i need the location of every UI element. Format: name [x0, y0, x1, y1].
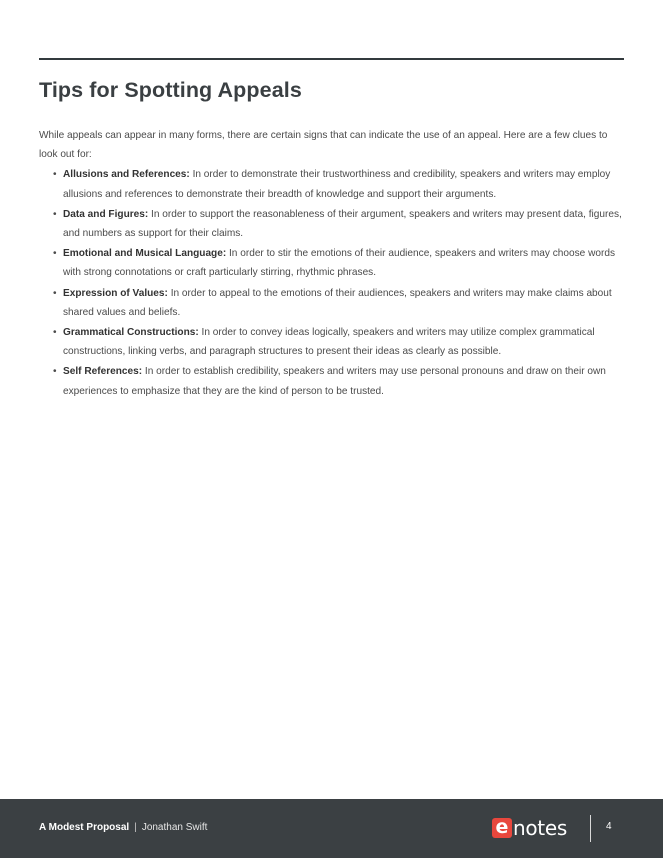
tip-text: In order to demonstrate their trustworthiness and credibility, speakers and writers may employ allusions and references to demonstrate their breadth of knowledge and support their arguments.	[63, 169, 611, 200]
footer-divider	[590, 815, 591, 842]
bullet-icon: •	[53, 169, 57, 181]
page-title: Tips for Spotting Appeals	[39, 78, 302, 102]
top-divider	[39, 58, 624, 60]
tip-text: In order to establish credibility, speakers and writers may use personal pronouns and draw on their own experiences to emphasize that they are the kind of person to be trusted.	[63, 366, 606, 397]
tip-text: In order to support the reasonableness of their argument, speakers and writers may present data, figures, and numbers as support for their claims.	[63, 208, 622, 240]
tips-list	[39, 165, 625, 400]
tip-data-figures	[39, 205, 625, 243]
tip-term: Self References:	[63, 366, 143, 378]
tip-self-references	[39, 362, 625, 400]
enotes-logo-e-icon: e	[492, 818, 512, 838]
bullet-icon: •	[53, 287, 57, 299]
enotes-logo-text: notes	[513, 816, 567, 840]
bullet-icon: •	[53, 208, 57, 220]
tip-term: Allusions and References:	[63, 169, 190, 181]
footer-title	[39, 822, 207, 833]
page-number: 4	[606, 821, 612, 832]
tip-text: In order to appeal to the emotions of their audiences, speakers and writers may make claims about shared values and beliefs.	[63, 287, 612, 318]
bullet-icon: •	[53, 366, 57, 378]
footer-separator: |	[134, 822, 137, 833]
tip-term: Data and Figures:	[63, 208, 149, 220]
tip-term: Expression of Values:	[63, 287, 168, 299]
tip-allusions-references	[39, 165, 625, 203]
footer-author: Jonathan Swift	[141, 822, 208, 833]
tip-expression-of-values	[39, 284, 625, 322]
tip-term: Grammatical Constructions:	[63, 327, 199, 339]
tip-text: In order to convey ideas logically, speakers and writers may utilize complex grammatical constructions, linking verbs, and paragraph structures to present their ideas as clearly as possible.	[63, 327, 595, 358]
tip-grammatical-constructions	[39, 323, 625, 361]
tip-term: Emotional and Musical Language:	[63, 248, 227, 260]
page-footer	[0, 799, 663, 858]
intro-paragraph: While appeals can appear in many forms, there are certain signs that can indicate the use of an appeal. Here are a few clues to look out for:	[39, 130, 608, 161]
footer-book-title: A Modest Proposal	[39, 822, 130, 833]
tip-text: In order to stir the emotions of their audience, speakers and writers may choose words with strong connotations or craft particularly stirring, rhythmic phrases.	[63, 248, 615, 279]
enotes-logo	[492, 817, 567, 839]
main-content	[39, 126, 625, 402]
bullet-icon: •	[53, 327, 57, 339]
tip-emotional-musical-language	[39, 244, 625, 282]
bullet-icon: •	[53, 248, 57, 260]
